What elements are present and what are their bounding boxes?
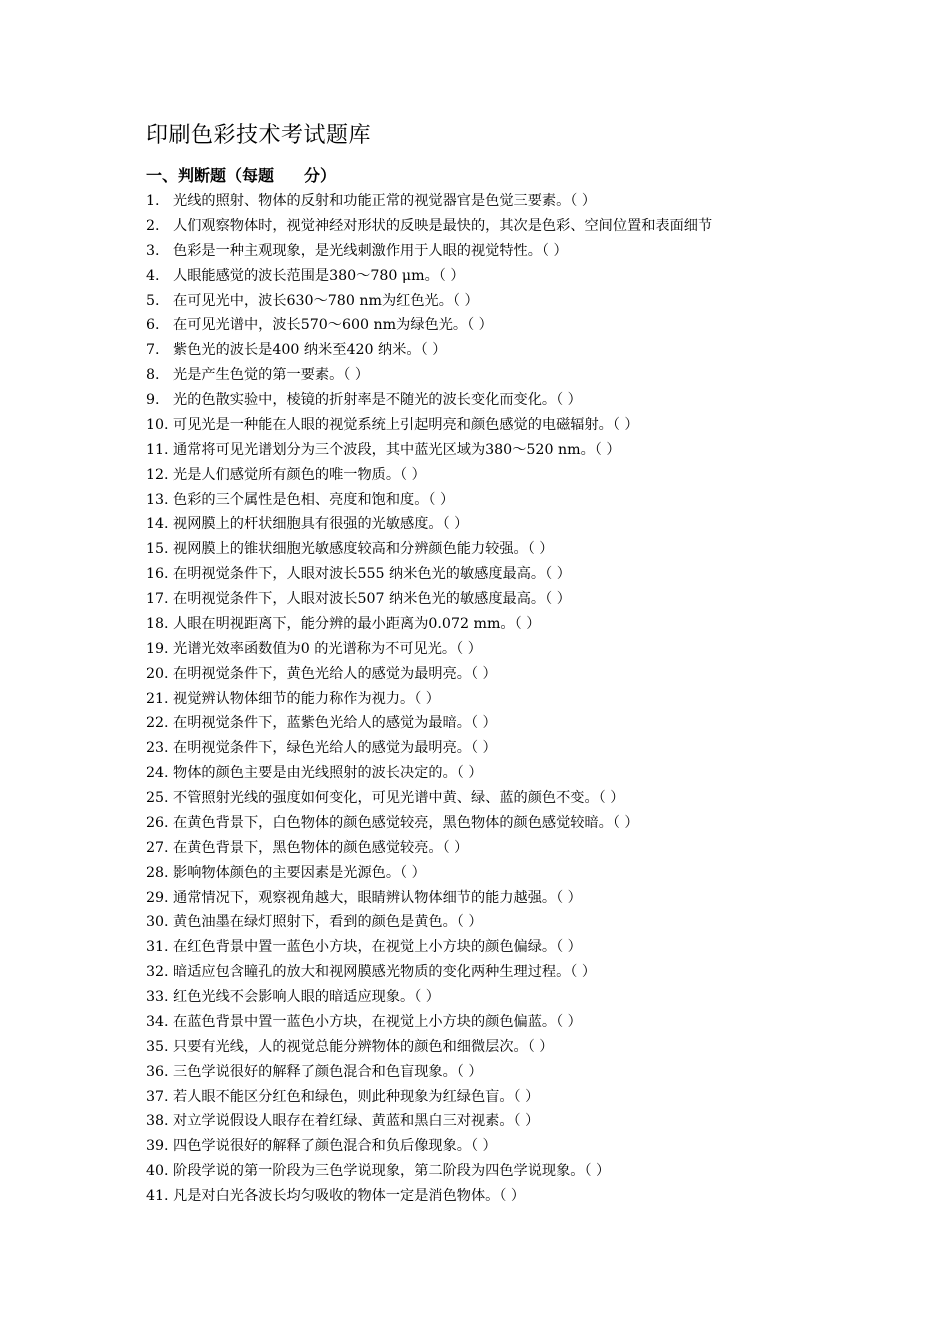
question-item — [146, 736, 946, 761]
question-number: 10. — [146, 416, 169, 433]
question-text: 光谱光效率函数值为0 的光谱称为不可见光。（ ） — [173, 640, 482, 657]
question-number: 18. — [146, 615, 169, 632]
question-number: 2. — [146, 217, 160, 234]
question-text: 红色光线不会影响人眼的暗适应现象。（ ） — [173, 989, 440, 1005]
question-text: 在黄色背景下，白色物体的颜色感觉较亮，黑色物体的颜色感觉较暗。（ ） — [173, 814, 639, 831]
question-number: 15. — [146, 541, 169, 558]
question-item — [146, 1085, 946, 1110]
question-item — [146, 463, 946, 488]
question-number: 38. — [146, 1113, 169, 1130]
question-item — [146, 836, 946, 861]
question-text: 在可见光谱中，波长570～600 nm为绿色光。（ ） — [173, 317, 493, 334]
question-number: 23. — [146, 740, 169, 757]
question-item — [146, 935, 946, 960]
question-number: 32. — [146, 964, 169, 981]
question-item — [146, 239, 946, 264]
question-number: 36. — [146, 1063, 169, 1080]
question-number: 9. — [146, 392, 160, 408]
question-number: 20. — [146, 665, 169, 682]
question-text: 不管照射光线的强度如何变化，可见光谱中黄、绿、蓝的颜色不变。（ ） — [173, 790, 625, 806]
question-text: 三色学说很好的解释了颜色混合和色盲现象。（ ） — [173, 1063, 483, 1080]
question-text: 在明视觉条件下，黄色光给人的感觉为最明亮。（ ） — [173, 665, 497, 682]
question-text: 光是人们感觉所有颜色的唯一物质。（ ） — [173, 466, 426, 483]
question-item — [146, 488, 946, 513]
question-number: 35. — [146, 1038, 169, 1055]
question-item — [146, 587, 946, 612]
question-number: 4. — [146, 267, 160, 284]
question-item — [146, 886, 946, 911]
question-item — [146, 786, 946, 811]
question-number: 1. — [146, 193, 160, 209]
question-item — [146, 537, 946, 562]
question-text: 在蓝色背景中置一蓝色小方块，在视觉上小方块的颜色偏蓝。（ ） — [173, 1013, 582, 1030]
question-text: 人们观察物体时，视觉神经对形状的反映是最快的，其次是色彩、空间位置和表面细节 — [173, 217, 713, 234]
question-number: 5. — [146, 292, 160, 309]
question-item — [146, 413, 946, 438]
question-number: 16. — [146, 566, 169, 583]
question-text: 物体的颜色主要是由光线照射的波长决定的。（ ） — [173, 765, 483, 782]
question-item — [146, 687, 946, 712]
question-number: 30. — [146, 914, 169, 931]
question-number: 39. — [146, 1138, 169, 1155]
question-item — [146, 264, 946, 289]
question-text: 光线的照射、物体的反射和功能正常的视觉器官是色觉三要素。（ ） — [173, 193, 597, 209]
question-text: 视网膜上的杆状细胞具有很强的光敏感度。（ ） — [173, 516, 469, 533]
question-text: 视觉辨认物体细节的能力称作为视力。（ ） — [173, 690, 440, 707]
question-text: 在明视觉条件下，人眼对波长507 纳米色光的敏感度最高。（ ） — [173, 591, 571, 607]
question-item — [146, 388, 946, 413]
question-text: 凡是对白光各波长均匀吸收的物体一定是消色物体。（ ） — [173, 1188, 526, 1204]
question-text: 色彩的三个属性是色相、亮度和饱和度。（ ） — [173, 491, 455, 508]
question-number: 3. — [146, 242, 160, 259]
question-text: 通常将可见光谱划分为三个波段，其中蓝光区域为380～520 nm。（ ） — [173, 441, 621, 458]
question-number: 12. — [146, 466, 169, 483]
question-text: 对立学说假设人眼存在着红绿、黄蓝和黑白三对视素。（ ） — [173, 1113, 540, 1130]
question-item — [146, 289, 946, 314]
question-number: 6. — [146, 317, 160, 334]
question-item — [146, 985, 946, 1010]
question-item — [146, 1109, 946, 1134]
question-item — [146, 910, 946, 935]
question-item — [146, 214, 946, 239]
question-number: 24. — [146, 765, 169, 782]
question-item — [146, 761, 946, 786]
section-heading — [146, 163, 336, 186]
question-list — [146, 189, 946, 1209]
question-text: 只要有光线，人的视觉总能分辨物体的颜色和细微层次。（ ） — [173, 1038, 554, 1055]
question-number: 11. — [146, 441, 169, 458]
question-text: 四色学说很好的解释了颜色混合和负后像现象。（ ） — [173, 1138, 497, 1155]
question-item — [146, 313, 946, 338]
question-text: 在明视觉条件下，绿色光给人的感觉为最明亮。（ ） — [173, 740, 497, 757]
question-text: 暗适应包含瞳孔的放大和视网膜感光物质的变化两种生理过程。（ ） — [173, 964, 597, 981]
question-text: 在明视觉条件下，人眼对波长555 纳米色光的敏感度最高。（ ） — [173, 566, 571, 583]
question-item — [146, 1010, 946, 1035]
question-item — [146, 512, 946, 537]
question-number: 19. — [146, 640, 169, 657]
question-number: 7. — [146, 342, 160, 359]
question-number: 22. — [146, 715, 169, 732]
question-number: 34. — [146, 1013, 169, 1030]
question-number: 29. — [146, 889, 169, 906]
question-text: 在黄色背景下，黑色物体的颜色感觉较亮。（ ） — [173, 839, 469, 856]
question-number: 21. — [146, 690, 169, 707]
question-item — [146, 189, 946, 214]
question-number: 33. — [146, 989, 169, 1005]
question-text: 色彩是一种主观现象，是光线刺激作用于人眼的视觉特性。（ ） — [173, 242, 568, 259]
question-text: 光是产生色觉的第一要素。（ ） — [173, 367, 370, 384]
question-item — [146, 811, 946, 836]
section-heading-suffix: 分） — [304, 166, 337, 185]
question-item — [146, 861, 946, 886]
question-text: 可见光是一种能在人眼的视觉系统上引起明亮和颜色感觉的电磁辐射。（ ） — [173, 416, 639, 433]
question-item — [146, 562, 946, 587]
question-text: 影响物体颜色的主要因素是光源色。（ ） — [173, 864, 426, 881]
question-number: 17. — [146, 591, 169, 607]
question-text: 人眼能感觉的波长范围是380～780 μm。（ ） — [173, 267, 465, 284]
question-item — [146, 711, 946, 736]
question-number: 40. — [146, 1163, 169, 1180]
question-number: 26. — [146, 814, 169, 831]
question-text: 在红色背景中置一蓝色小方块，在视觉上小方块的颜色偏绿。（ ） — [173, 939, 582, 956]
question-text: 若人眼不能区分红色和绿色，则此种现象为红绿色盲。（ ） — [173, 1088, 540, 1105]
question-text: 紫色光的波长是400 纳米至420 纳米。（ ） — [173, 342, 447, 359]
question-item — [146, 338, 946, 363]
question-text: 光的色散实验中，棱镜的折射率是不随光的波长变化而变化。（ ） — [173, 392, 582, 408]
question-item — [146, 662, 946, 687]
question-item — [146, 1184, 946, 1209]
question-text: 视网膜上的锥状细胞光敏感度较高和分辨颜色能力较强。（ ） — [173, 541, 554, 558]
question-number: 8. — [146, 367, 160, 384]
question-item — [146, 438, 946, 463]
question-text: 在可见光中，波长630～780 nm为红色光。（ ） — [173, 292, 479, 309]
question-number: 27. — [146, 839, 169, 856]
question-text: 通常情况下，观察视角越大，眼睛辨认物体细节的能力越强。（ ） — [173, 889, 582, 906]
question-number: 41. — [146, 1188, 169, 1204]
question-text: 阶段学说的第一阶段为三色学说现象，第二阶段为四色学说现象。（ ） — [173, 1163, 611, 1180]
question-item — [146, 960, 946, 985]
question-item — [146, 363, 946, 388]
question-number: 14. — [146, 516, 169, 533]
question-number: 37. — [146, 1088, 169, 1105]
question-item — [146, 1159, 946, 1184]
question-text: 黄色油墨在绿灯照射下，看到的颜色是黄色。（ ） — [173, 914, 483, 931]
question-item — [146, 637, 946, 662]
question-number: 28. — [146, 864, 169, 881]
question-item — [146, 1134, 946, 1159]
question-item — [146, 612, 946, 637]
question-item — [146, 1060, 946, 1085]
question-number: 13. — [146, 491, 169, 508]
question-text: 在明视觉条件下，蓝紫色光给人的感觉为最暗。（ ） — [173, 715, 497, 732]
document-title: 印刷色彩技术考试题库 — [146, 123, 372, 148]
question-text: 人眼在明视距离下，能分辨的最小距离为0.072 mm。（ ） — [173, 615, 541, 632]
question-item — [146, 1035, 946, 1060]
question-number: 31. — [146, 939, 169, 956]
question-number: 25. — [146, 790, 169, 806]
section-heading-prefix: 一、判断题（每题 — [146, 166, 275, 185]
